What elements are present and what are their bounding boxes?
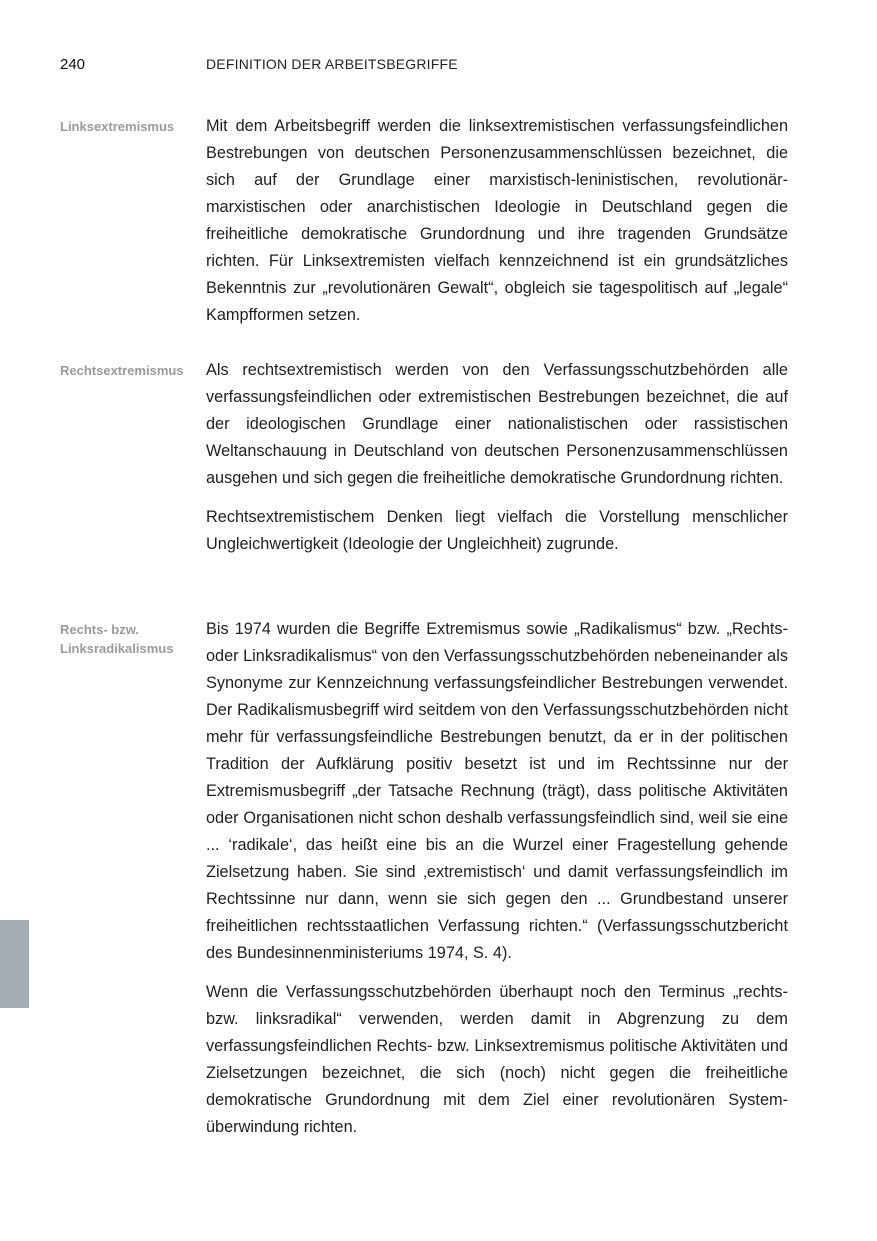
definition-paragraph: Wenn die Verfassungsschutzbehörden überhaupt noch den Terminus „rechts- bzw. linksradikal“ verwenden, werden damit in Abgrenzung zu dem verfassungsfeindlichen Rechts- bzw. Linksextremismus politische Aktivitäten und Zielsetzungen bezeichnet, die sich (noch) nicht gegen die freiheitliche demokratische Grundordnung mit dem Ziel einer revolutionären Systemüberwindung richten.	[206, 983, 788, 1136]
page-header	[0, 56, 877, 78]
definition-paragraph: Als rechtsextremistisch werden von den Verfassungsschutzbehörden alle verfassungsfeindlichen oder extremistischen Bestrebungen bezeichnet, die auf der ideologischen Grundlage einer nationalistischen oder rassistischen Weltanschauung in Deutschland von deutschen Personenzusammenschlüssen ausgehen und sich gegen die freiheitliche demokratische Grundordnung richten.	[206, 361, 788, 487]
definition-body	[206, 113, 788, 341]
term-label: Rechtsextremismus	[60, 363, 184, 378]
page-number: 240	[60, 56, 86, 73]
term-label: Rechts- bzw. Linksradikalismus	[60, 622, 174, 656]
definition-paragraph: Rechtsextremistischem Denken liegt vielfach die Vorstellung menschlicher Ungleichwertigkeit (Ideologie der Ungleichheit) zugrunde.	[206, 508, 788, 553]
chapter-thumb-tab	[0, 920, 29, 1008]
running-title: DEFINITION DER ARBEITSBEGRIFFE	[206, 56, 458, 72]
definition-body	[206, 616, 788, 1153]
definition-paragraph: Mit dem Arbeitsbegriff werden die linksextremistischen verfassungsfeindlichen Bestrebungen von deutschen Personenzusammenschlüssen bezeichnet, die sich auf der Grundlage einer marxistisch-leninistischen, revolutionär-marxistischen oder anarchistischen Ideologie in Deutschland gegen die freiheitliche demokratische Grundordnung und ihre tragenden Grundsätze richten. Für Linksextremisten vielfach kennzeichnend ist ein grundsätzliches Bekenntnis zur „revolutionären Gewalt“, obgleich sie tagespolitisch auf „legale“ Kampfformen setzen.	[206, 117, 788, 324]
definition-body	[206, 357, 788, 570]
definition-paragraph: Bis 1974 wurden die Begriffe Extremismus sowie „Radikalismus“ bzw. „Rechts- oder Linksradikalismus“ von den Verfassungsschutzbehörden nebeneinander als Synonyme zur Kennzeichnung verfassungsfeindlicher Bestrebungen verwendet. Der Radikalismusbegriff wird seitdem von den Verfassungsschutzbehörden nicht mehr für verfassungsfeindliche Bestrebungen benutzt, da er in der politischen Tradition der Aufklärung positiv besetzt ist und im Rechtssinne nur der Extremismusbegriff „der Tatsache Rechnung (trägt), dass politische Aktivitäten oder Organisationen nicht schon deshalb verfassungsfeindlich sind, weil sie eine ... ‘radikale‘, das heißt eine bis an die Wurzel einer Fragestellung gehende Zielsetzung haben. Sie sind ‚extremistisch‘ und damit verfassungsfeindlich im Rechtssinne nur dann, wenn sie sich gegen den ... Grundbestand unserer freiheitlichen rechtsstaatlichen Verfassung richten.“ (Verfassungsschutzbericht des Bundesinnenministeriums 1974, S. 4).	[206, 620, 788, 962]
term-label: Linksextremismus	[60, 119, 175, 134]
